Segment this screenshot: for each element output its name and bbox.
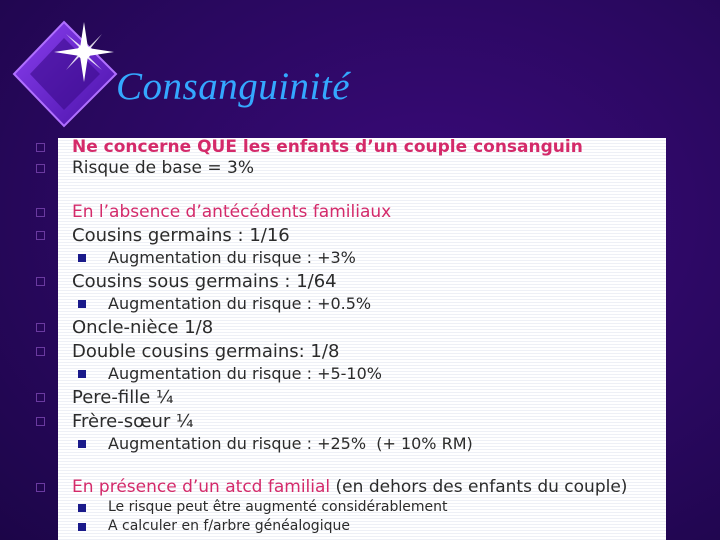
sub-list-item: A calculer en f/arbre généalogique	[108, 518, 350, 534]
sub-list-item: Le risque peut être augmenté considérablement	[108, 499, 447, 515]
sub-list-item: Augmentation du risque : +25% (+ 10% RM)	[108, 434, 473, 453]
list-item: Oncle-nièce 1/8	[72, 317, 213, 338]
list-item: Pere-fille ¼	[72, 387, 173, 408]
square-bullet-icon	[36, 483, 45, 492]
list-item: Double cousins germains: 1/8	[72, 341, 339, 362]
decorative-diamond-logo	[12, 18, 122, 128]
list-item: Frère-sœur ¼	[72, 411, 193, 432]
list-item: En présence d’un atcd familial (en dehors des enfants du couple)	[72, 477, 627, 497]
square-bullet-icon	[36, 347, 45, 356]
square-bullet-icon	[36, 208, 45, 217]
square-bullet-icon	[36, 393, 45, 402]
sub-list-item: Augmentation du risque : +0.5%	[108, 294, 371, 313]
square-bullet-icon	[36, 417, 45, 426]
square-bullet-icon	[36, 277, 45, 286]
filled-square-bullet-icon	[78, 440, 86, 448]
sub-list-item: Augmentation du risque : +3%	[108, 248, 356, 267]
square-bullet-icon	[36, 231, 45, 240]
filled-square-bullet-icon	[78, 370, 86, 378]
content-card	[58, 138, 666, 540]
sub-list-item: Augmentation du risque : +5-10%	[108, 364, 382, 383]
square-bullet-icon	[36, 143, 45, 152]
slide-title: Consanguinité	[116, 65, 351, 108]
filled-square-bullet-icon	[78, 523, 86, 531]
square-bullet-icon	[36, 323, 45, 332]
list-item: Ne concerne QUE les enfants d’un couple consanguin	[72, 137, 583, 157]
square-bullet-icon	[36, 164, 45, 173]
list-item: Cousins sous germains : 1/64	[72, 271, 337, 292]
list-item: En l’absence d’antécédents familiaux	[72, 202, 391, 222]
list-item: Cousins germains : 1/16	[72, 225, 290, 246]
filled-square-bullet-icon	[78, 504, 86, 512]
list-item: Risque de base = 3%	[72, 158, 254, 178]
filled-square-bullet-icon	[78, 300, 86, 308]
filled-square-bullet-icon	[78, 254, 86, 262]
